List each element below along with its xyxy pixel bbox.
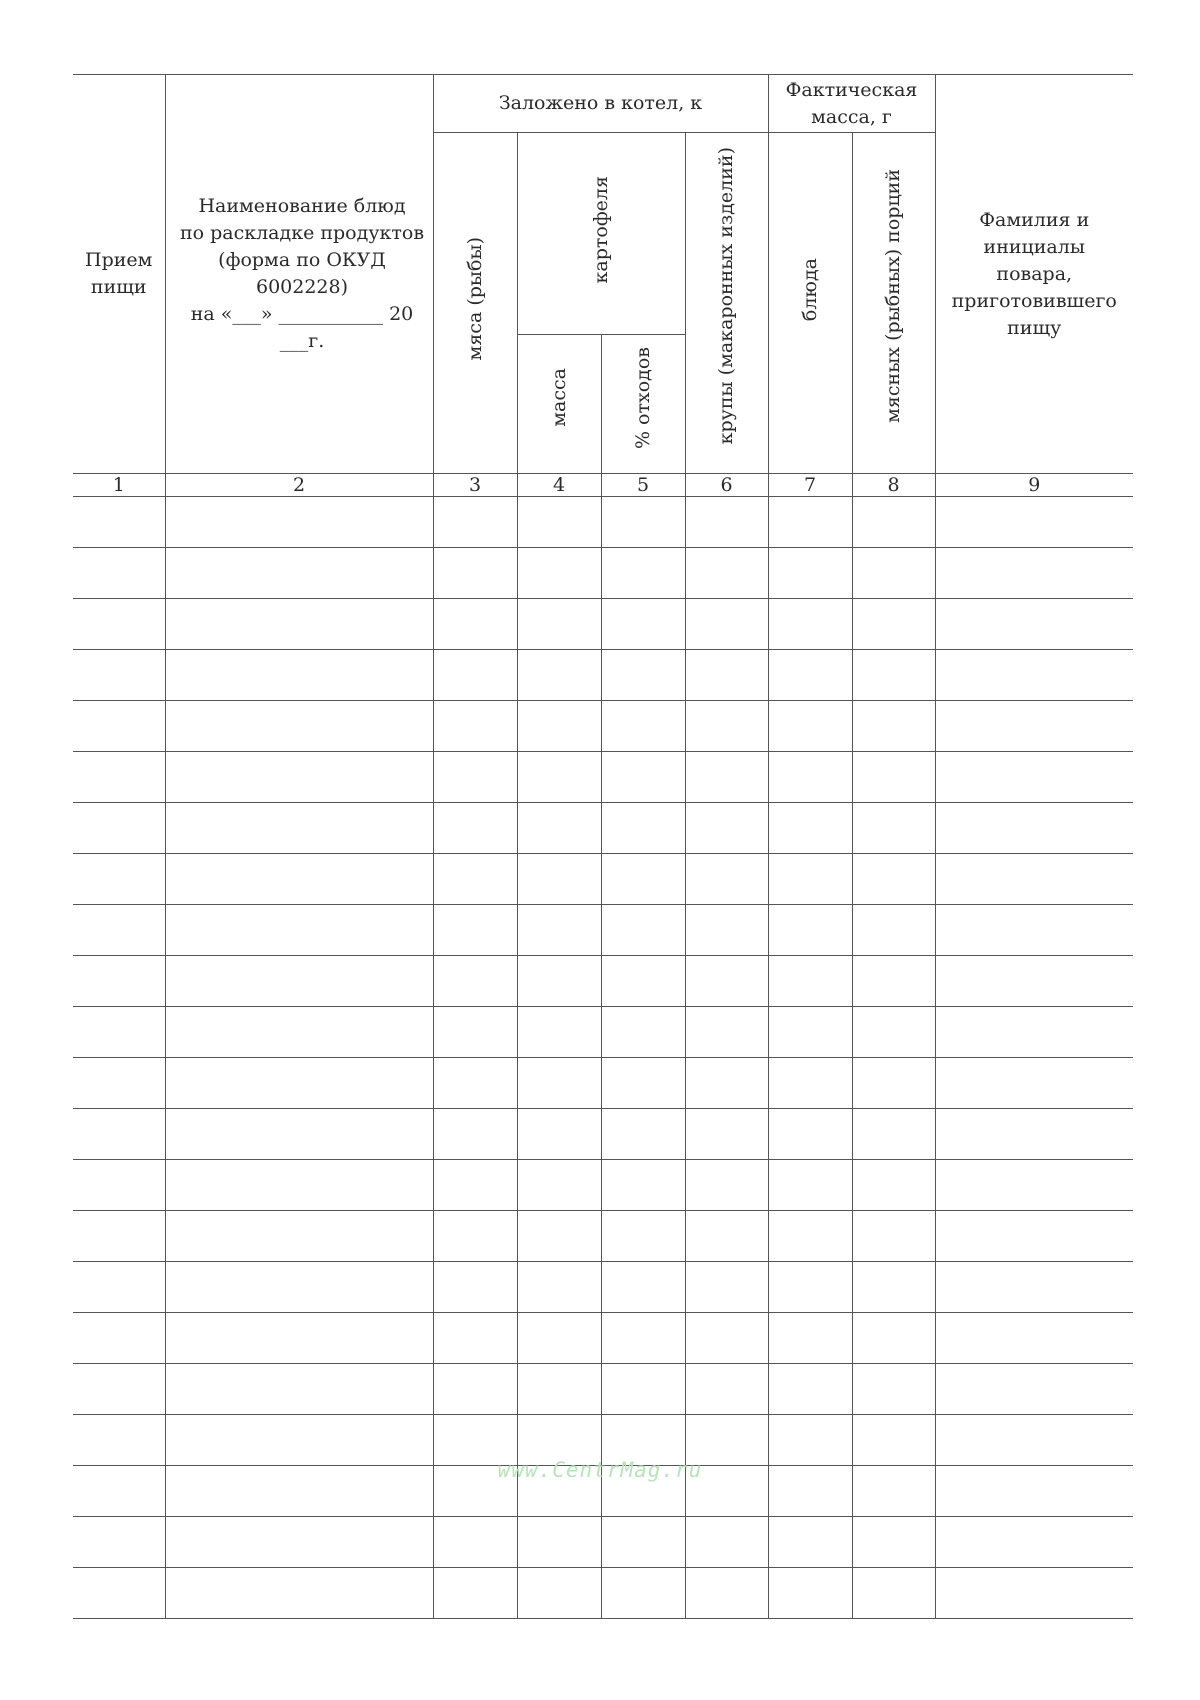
table-row <box>73 701 1133 752</box>
table-cell[interactable] <box>517 548 601 599</box>
table-row <box>73 1568 1133 1619</box>
table-cell[interactable] <box>685 599 768 650</box>
table-cell[interactable] <box>165 1517 433 1568</box>
table-cell[interactable] <box>433 1007 517 1058</box>
actual-group-text: Фактическая масса, г <box>785 78 918 128</box>
table-cell[interactable] <box>517 497 601 548</box>
table-cell[interactable] <box>935 1211 1133 1262</box>
dish-text: блюда <box>798 258 821 322</box>
column-number: 2 <box>165 474 433 497</box>
table-cell[interactable] <box>768 701 852 752</box>
header-potato-mass <box>517 335 601 474</box>
table-cell[interactable] <box>73 1058 165 1109</box>
table-cell[interactable] <box>165 1364 433 1415</box>
table-cell[interactable] <box>935 1568 1133 1619</box>
table-cell[interactable] <box>601 803 685 854</box>
table-cell[interactable] <box>768 599 852 650</box>
table-cell[interactable] <box>73 752 165 803</box>
table-cell[interactable] <box>852 701 935 752</box>
header-portions <box>852 133 935 474</box>
table-cell[interactable] <box>73 1262 165 1313</box>
table-cell[interactable] <box>433 548 517 599</box>
table-row <box>73 1517 1133 1568</box>
table-cell[interactable] <box>935 1109 1133 1160</box>
table-cell[interactable] <box>852 1364 935 1415</box>
table-cell[interactable] <box>601 1262 685 1313</box>
table-cell[interactable] <box>935 1364 1133 1415</box>
table-cell[interactable] <box>685 1262 768 1313</box>
table-cell[interactable] <box>601 599 685 650</box>
table-cell[interactable] <box>517 1058 601 1109</box>
table-cell[interactable] <box>768 1262 852 1313</box>
table-cell[interactable] <box>601 1058 685 1109</box>
table-cell[interactable] <box>601 1160 685 1211</box>
table-cell[interactable] <box>517 1568 601 1619</box>
dish-name-line-2: по раскладке продуктов <box>179 222 425 244</box>
table-cell[interactable] <box>433 1568 517 1619</box>
table-cell[interactable] <box>433 1262 517 1313</box>
table-cell[interactable] <box>517 1262 601 1313</box>
table-cell[interactable] <box>73 905 165 956</box>
table-cell[interactable] <box>685 1160 768 1211</box>
table-row <box>73 956 1133 1007</box>
table-cell[interactable] <box>517 905 601 956</box>
table-cell[interactable] <box>685 548 768 599</box>
table-cell[interactable] <box>165 1007 433 1058</box>
table-cell[interactable] <box>433 1517 517 1568</box>
table-cell[interactable] <box>517 1109 601 1160</box>
column-number: 3 <box>433 474 517 497</box>
header-dish-name <box>165 75 433 474</box>
table-cell[interactable] <box>935 497 1133 548</box>
table-cell[interactable] <box>935 1262 1133 1313</box>
table-cell[interactable] <box>73 599 165 650</box>
table-cell[interactable] <box>73 803 165 854</box>
table-row <box>73 1211 1133 1262</box>
table-cell[interactable] <box>768 905 852 956</box>
table-cell[interactable] <box>517 956 601 1007</box>
table-cell[interactable] <box>433 854 517 905</box>
table-cell[interactable] <box>768 1109 852 1160</box>
table-row <box>73 599 1133 650</box>
column-number: 9 <box>935 474 1133 497</box>
table-cell[interactable] <box>768 956 852 1007</box>
table-cell[interactable] <box>601 1211 685 1262</box>
table-cell[interactable] <box>165 752 433 803</box>
table-cell[interactable] <box>852 650 935 701</box>
header-meat <box>433 133 517 474</box>
cook-name-text: Фамилия и инициалы повара, приготовившего пищу <box>951 208 1117 339</box>
table-cell[interactable] <box>73 497 165 548</box>
column-number: 5 <box>601 474 685 497</box>
table-cell[interactable] <box>685 497 768 548</box>
table-cell[interactable] <box>73 1364 165 1415</box>
table-row <box>73 1160 1133 1211</box>
header-potato <box>517 133 685 335</box>
table-cell[interactable] <box>601 1313 685 1364</box>
table-cell[interactable] <box>433 905 517 956</box>
table-cell[interactable] <box>852 956 935 1007</box>
table-cell[interactable] <box>601 854 685 905</box>
table-cell[interactable] <box>852 1109 935 1160</box>
table-row <box>73 1262 1133 1313</box>
table-cell[interactable] <box>768 1160 852 1211</box>
table-cell[interactable] <box>601 1568 685 1619</box>
dish-name-line-1: Наименование блюд <box>198 195 406 217</box>
table-cell[interactable] <box>768 497 852 548</box>
table-cell[interactable] <box>685 1007 768 1058</box>
table-cell[interactable] <box>517 1211 601 1262</box>
table-row <box>73 1364 1133 1415</box>
table-row <box>73 1313 1133 1364</box>
table-cell[interactable] <box>517 1517 601 1568</box>
table-cell[interactable] <box>685 650 768 701</box>
column-number: 1 <box>73 474 165 497</box>
table-cell[interactable] <box>433 1364 517 1415</box>
table-cell[interactable] <box>165 1211 433 1262</box>
table-cell[interactable] <box>73 650 165 701</box>
table-cell[interactable] <box>852 803 935 854</box>
header-cook-name <box>935 75 1133 474</box>
table-cell[interactable] <box>73 701 165 752</box>
table-cell[interactable] <box>165 650 433 701</box>
table-cell[interactable] <box>165 1058 433 1109</box>
table-cell[interactable] <box>433 650 517 701</box>
table-cell[interactable] <box>165 854 433 905</box>
table-cell[interactable] <box>165 956 433 1007</box>
header-potato-waste <box>601 335 685 474</box>
table-cell[interactable] <box>165 1262 433 1313</box>
table-cell[interactable] <box>685 1109 768 1160</box>
table-cell[interactable] <box>768 548 852 599</box>
table-cell[interactable] <box>852 1211 935 1262</box>
table-cell[interactable] <box>433 1109 517 1160</box>
table-cell[interactable] <box>852 497 935 548</box>
table-cell[interactable] <box>685 701 768 752</box>
portions-text: мясных (рыбных) порций <box>882 169 904 423</box>
table-cell[interactable] <box>685 752 768 803</box>
table-cell[interactable] <box>935 1160 1133 1211</box>
table-cell[interactable] <box>601 752 685 803</box>
table-row <box>73 854 1133 905</box>
table-cell[interactable] <box>165 701 433 752</box>
table-cell[interactable] <box>165 905 433 956</box>
table-row <box>73 1007 1133 1058</box>
table-cell[interactable] <box>165 548 433 599</box>
table-cell[interactable] <box>935 701 1133 752</box>
table-cell[interactable] <box>685 803 768 854</box>
table-cell[interactable] <box>73 1211 165 1262</box>
column-numbers-row <box>73 474 1133 497</box>
column-number: 4 <box>517 474 601 497</box>
table-cell[interactable] <box>433 1160 517 1211</box>
meat-text: мяса (рыбы) <box>463 237 486 361</box>
table-cell[interactable] <box>601 905 685 956</box>
table-cell[interactable] <box>517 803 601 854</box>
table-cell[interactable] <box>165 1160 433 1211</box>
table-cell[interactable] <box>73 956 165 1007</box>
column-number: 7 <box>768 474 852 497</box>
table-cell[interactable] <box>601 1109 685 1160</box>
table-cell[interactable] <box>768 1568 852 1619</box>
table-cell[interactable] <box>601 1517 685 1568</box>
table-cell[interactable] <box>768 1517 852 1568</box>
table-cell[interactable] <box>601 497 685 548</box>
table-cell[interactable] <box>935 1058 1133 1109</box>
table-cell[interactable] <box>517 1313 601 1364</box>
table-cell[interactable] <box>685 1211 768 1262</box>
table-cell[interactable] <box>852 1058 935 1109</box>
table-cell[interactable] <box>433 803 517 854</box>
table-cell[interactable] <box>935 548 1133 599</box>
column-number: 6 <box>685 474 768 497</box>
table-cell[interactable] <box>517 1007 601 1058</box>
table-cell[interactable] <box>601 701 685 752</box>
table-cell[interactable] <box>601 1007 685 1058</box>
table-cell[interactable] <box>852 1517 935 1568</box>
table-cell[interactable] <box>517 650 601 701</box>
table-cell[interactable] <box>73 1160 165 1211</box>
table-cell[interactable] <box>517 1160 601 1211</box>
table-cell[interactable] <box>685 1364 768 1415</box>
table-cell[interactable] <box>685 956 768 1007</box>
table-cell[interactable] <box>73 1109 165 1160</box>
table-cell[interactable] <box>73 1517 165 1568</box>
cereals-text: крупы (макаронных изделий) <box>715 147 737 445</box>
watermark: www.CentrMag.ru <box>497 1458 703 1482</box>
table-cell[interactable] <box>601 1364 685 1415</box>
table-cell[interactable] <box>852 752 935 803</box>
table-cell[interactable] <box>433 599 517 650</box>
table-cell[interactable] <box>768 650 852 701</box>
table-row <box>73 548 1133 599</box>
table-cell[interactable] <box>433 956 517 1007</box>
table-cell[interactable] <box>768 752 852 803</box>
table-cell[interactable] <box>685 905 768 956</box>
table-row <box>73 803 1133 854</box>
table-cell[interactable] <box>601 956 685 1007</box>
table-row <box>73 1109 1133 1160</box>
table-cell[interactable] <box>517 1364 601 1415</box>
table-row <box>73 752 1133 803</box>
table-cell[interactable] <box>433 1058 517 1109</box>
table-cell[interactable] <box>517 854 601 905</box>
table-cell[interactable] <box>768 1058 852 1109</box>
table-cell[interactable] <box>517 599 601 650</box>
column-number: 8 <box>852 474 935 497</box>
table-cell[interactable] <box>601 650 685 701</box>
table-cell[interactable] <box>768 854 852 905</box>
header-laid-group <box>433 75 768 133</box>
table-cell[interactable] <box>935 1007 1133 1058</box>
potato-text: картофеля <box>589 175 612 284</box>
table-cell[interactable] <box>517 701 601 752</box>
table-cell[interactable] <box>601 548 685 599</box>
table-row <box>73 905 1133 956</box>
table-cell[interactable] <box>165 1313 433 1364</box>
table-cell[interactable] <box>768 803 852 854</box>
table-cell[interactable] <box>73 854 165 905</box>
table-cell[interactable] <box>517 752 601 803</box>
table-cell[interactable] <box>935 650 1133 701</box>
laid-group-text: Заложено в котел, к <box>498 92 703 114</box>
table-cell[interactable] <box>768 1211 852 1262</box>
table-cell[interactable] <box>852 905 935 956</box>
table-cell[interactable] <box>73 1568 165 1619</box>
table-cell[interactable] <box>433 1313 517 1364</box>
table-row <box>73 497 1133 548</box>
dish-name-line-4: на «___» ___________ 20 ___г. <box>190 303 414 352</box>
table-cell[interactable] <box>768 1313 852 1364</box>
table-cell[interactable] <box>852 599 935 650</box>
table-cell[interactable] <box>433 701 517 752</box>
table-cell[interactable] <box>685 1058 768 1109</box>
table-cell[interactable] <box>433 497 517 548</box>
journal-body <box>73 474 1133 1619</box>
table-cell[interactable] <box>852 1007 935 1058</box>
table-cell[interactable] <box>852 1160 935 1211</box>
table-cell[interactable] <box>852 548 935 599</box>
table-cell[interactable] <box>165 599 433 650</box>
table-cell[interactable] <box>433 752 517 803</box>
table-cell[interactable] <box>852 854 935 905</box>
potato-mass-text: масса <box>547 368 570 427</box>
table-cell[interactable] <box>935 1517 1133 1568</box>
header-meal <box>73 75 165 474</box>
table-cell[interactable] <box>935 752 1133 803</box>
table-cell[interactable] <box>852 1568 935 1619</box>
table-cell[interactable] <box>852 1262 935 1313</box>
table-cell[interactable] <box>685 1313 768 1364</box>
table-cell[interactable] <box>935 956 1133 1007</box>
potato-waste-text: % отходов <box>631 346 654 449</box>
header-dish <box>768 133 852 474</box>
table-cell[interactable] <box>768 1364 852 1415</box>
table-cell[interactable] <box>935 803 1133 854</box>
table-cell[interactable] <box>165 497 433 548</box>
table-cell[interactable] <box>685 854 768 905</box>
table-row <box>73 650 1133 701</box>
table-cell[interactable] <box>433 1211 517 1262</box>
table-cell[interactable] <box>165 1568 433 1619</box>
table-cell[interactable] <box>935 854 1133 905</box>
header-actual-group <box>768 75 935 133</box>
table-row <box>73 1058 1133 1109</box>
header-meal-text: Прием пищи <box>85 249 153 298</box>
table-cell[interactable] <box>73 548 165 599</box>
dish-name-line-3: (форма по ОКУД 6002228) <box>218 249 386 298</box>
table-cell[interactable] <box>935 1313 1133 1364</box>
table-cell[interactable] <box>685 1568 768 1619</box>
table-cell[interactable] <box>852 1313 935 1364</box>
header-cereals <box>685 133 768 474</box>
table-cell[interactable] <box>73 1007 165 1058</box>
table-cell[interactable] <box>768 1007 852 1058</box>
table-cell[interactable] <box>685 1517 768 1568</box>
table-cell[interactable] <box>165 1109 433 1160</box>
food-journal-table <box>73 74 1133 1619</box>
table-cell[interactable] <box>935 599 1133 650</box>
table-cell[interactable] <box>73 1313 165 1364</box>
table-cell[interactable] <box>165 803 433 854</box>
table-cell[interactable] <box>935 905 1133 956</box>
